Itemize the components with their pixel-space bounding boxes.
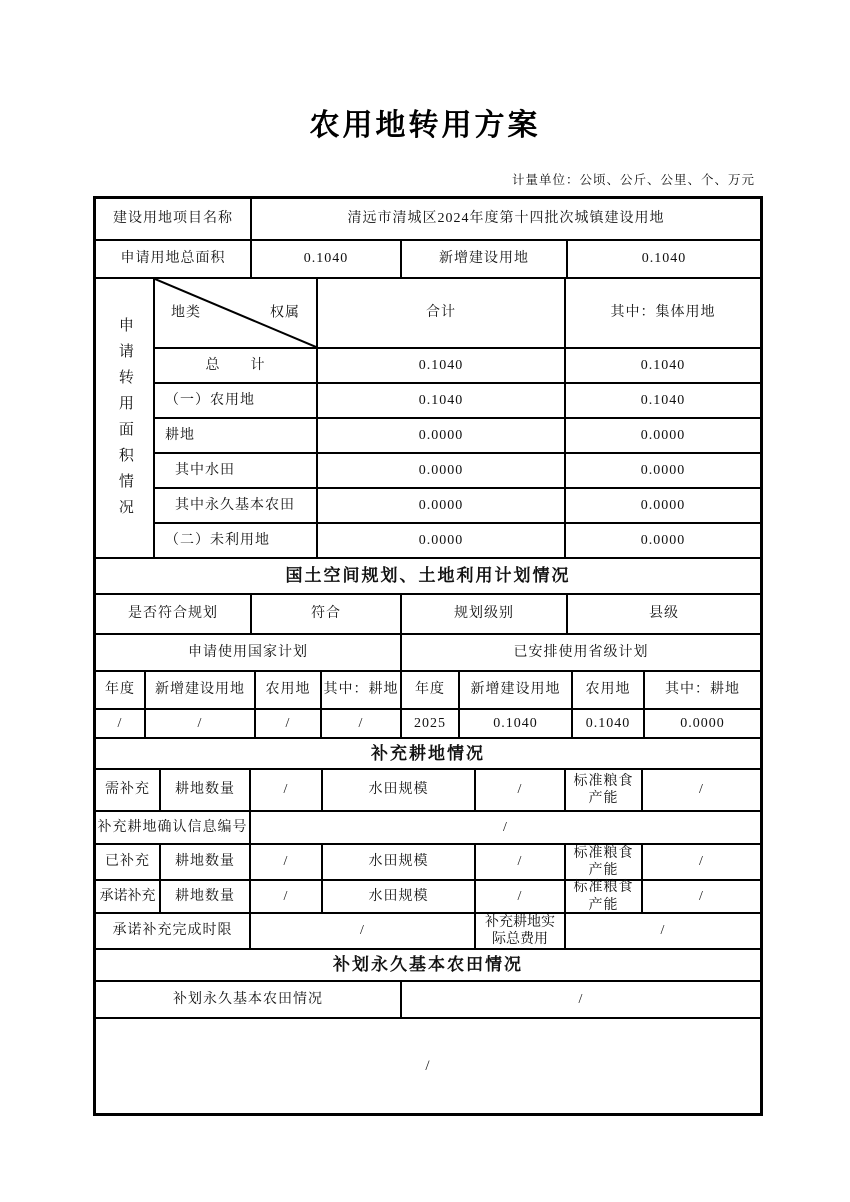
confirm-number-label: 补充耕地确认信息编号	[96, 812, 249, 843]
row-label-permanent-farmland: 其中永久基本农田	[155, 489, 316, 522]
row-label-paddy: 其中水田	[155, 454, 316, 487]
quantity-label: 耕地数量	[161, 881, 249, 912]
national-col-farmland: 农用地	[256, 672, 320, 708]
national-plan-header: 申请使用国家计划	[96, 635, 400, 670]
paddy-scale-label: 水田规模	[323, 770, 474, 810]
table-row	[155, 524, 760, 557]
supplement-needed-row	[96, 770, 760, 810]
paddy-scale-value: /	[476, 845, 564, 879]
supplement-done-row	[96, 845, 760, 879]
paddy-scale-label: 水田规模	[323, 845, 474, 879]
deadline-value: /	[251, 914, 474, 948]
row-value-collective: 0.0000	[566, 419, 760, 452]
conversion-header-row	[155, 279, 760, 347]
quantity-value: /	[251, 845, 321, 879]
plan-level-value: 县级	[568, 595, 760, 633]
basic-farmland-section-header-row	[96, 950, 760, 980]
conversion-section	[96, 279, 760, 557]
provincial-col-cultivated: 其中：耕地	[645, 672, 760, 708]
row-value-collective: 0.1040	[566, 384, 760, 417]
national-col-year: 年度	[96, 672, 144, 708]
row-value-collective: 0.1040	[566, 349, 760, 382]
supplement-section-title: 补充耕地情况	[96, 739, 760, 768]
supplement-section-header-row	[96, 739, 760, 768]
total-area-row	[96, 241, 760, 277]
national-col-new-construction: 新增建设用地	[146, 672, 254, 708]
row-value-collective: 0.0000	[566, 454, 760, 487]
paddy-scale-value: /	[476, 881, 564, 912]
conversion-side-label: 申请转用面积情况	[116, 317, 133, 525]
supplement-category: 已补充	[96, 845, 159, 879]
provincial-value-farmland: 0.1040	[573, 710, 643, 737]
total-area-label: 申请用地总面积	[96, 241, 250, 277]
table-row	[155, 384, 760, 417]
row-label-unused: （二）未利用地	[155, 524, 316, 557]
quantity-value: /	[251, 770, 321, 810]
deadline-cost-row	[96, 914, 760, 948]
quantity-label: 耕地数量	[161, 770, 249, 810]
project-name-value: 清远市清城区2024年度第十四批次城镇建设用地	[252, 199, 760, 239]
table-row	[155, 489, 760, 522]
conversion-side-cell	[96, 279, 153, 557]
table-row	[155, 419, 760, 452]
col-header-total: 合计	[318, 279, 564, 347]
new-construction-label: 新增建设用地	[402, 241, 566, 277]
national-value-farmland: /	[256, 710, 320, 737]
provincial-col-farmland: 农用地	[573, 672, 643, 708]
row-label-grand-total: 总 计	[155, 349, 316, 382]
row-value-collective: 0.0000	[566, 489, 760, 522]
row-value-total: 0.1040	[318, 384, 564, 417]
row-label-cultivated: 耕地	[155, 419, 316, 452]
quantity-label: 耕地数量	[161, 845, 249, 879]
quantity-value: /	[251, 881, 321, 912]
row-value-total: 0.0000	[318, 489, 564, 522]
grain-capacity-label: 标准粮食产能	[566, 881, 641, 912]
paddy-scale-value: /	[476, 770, 564, 810]
row-value-total: 0.0000	[318, 524, 564, 557]
provincial-col-new-construction: 新增建设用地	[460, 672, 571, 708]
grain-capacity-label: 标准粮食产能	[566, 845, 641, 879]
provincial-value-new-construction: 0.1040	[460, 710, 571, 737]
provincial-value-cultivated: 0.0000	[645, 710, 760, 737]
compliance-row	[96, 595, 760, 633]
basic-farmland-row	[96, 982, 760, 1017]
note-row	[96, 1019, 760, 1113]
grain-capacity-value: /	[643, 770, 760, 810]
unit-note: 计量单位：公顷、公斤、公里、个、万元	[511, 173, 755, 187]
provincial-plan-header: 已安排使用省级计划	[402, 635, 760, 670]
conversion-grid	[155, 279, 760, 557]
table-row	[155, 349, 760, 382]
plan-columns-row	[96, 672, 760, 708]
supplement-category: 需补充	[96, 770, 159, 810]
provincial-col-year: 年度	[402, 672, 458, 708]
diagonal-header-cell	[155, 279, 316, 347]
document-sheet	[93, 100, 757, 1116]
grain-capacity-value: /	[643, 845, 760, 879]
compliance-label: 是否符合规划	[96, 595, 250, 633]
row-value-total: 0.0000	[318, 419, 564, 452]
plan-level-label: 规划级别	[402, 595, 566, 633]
supplement-category: 承诺补充	[96, 881, 159, 912]
form-table	[93, 196, 763, 1116]
grain-capacity-value: /	[643, 881, 760, 912]
diagonal-left-label: 地类	[171, 305, 201, 321]
planning-section-header-row	[96, 559, 760, 593]
table-row	[155, 454, 760, 487]
deadline-label: 承诺补充完成时限	[96, 914, 249, 948]
plan-values-row	[96, 710, 760, 737]
actual-cost-label: 补充耕地实际总费用	[476, 914, 564, 948]
total-area-value: 0.1040	[252, 241, 400, 277]
national-value-cultivated: /	[322, 710, 400, 737]
grain-capacity-label: 标准粮食产能	[566, 770, 641, 810]
page-title: 农用地转用方案	[309, 109, 541, 142]
provincial-value-year: 2025	[402, 710, 458, 737]
paddy-scale-label: 水田规模	[323, 881, 474, 912]
project-name-label: 建设用地项目名称	[96, 199, 250, 239]
basic-farmland-section-title: 补划永久基本农田情况	[96, 950, 760, 980]
note-value: /	[96, 1019, 760, 1113]
diagonal-right-label: 权属	[270, 305, 300, 321]
row-value-collective: 0.0000	[566, 524, 760, 557]
national-value-year: /	[96, 710, 144, 737]
national-col-cultivated: 其中：耕地	[322, 672, 400, 708]
basic-farmland-label: 补划永久基本农田情况	[96, 982, 400, 1017]
row-value-total: 0.1040	[318, 349, 564, 382]
new-construction-value: 0.1040	[568, 241, 760, 277]
basic-farmland-value: /	[402, 982, 760, 1017]
supplement-promised-row	[96, 881, 760, 912]
planning-section-title: 国土空间规划、土地利用计划情况	[96, 559, 760, 593]
plan-headers-row	[96, 635, 760, 670]
confirm-number-row	[96, 812, 760, 843]
national-value-new-construction: /	[146, 710, 254, 737]
actual-cost-value: /	[566, 914, 760, 948]
confirm-number-value: /	[251, 812, 760, 843]
compliance-value: 符合	[252, 595, 400, 633]
row-label-farmland: （一）农用地	[155, 384, 316, 417]
project-name-row	[96, 199, 760, 239]
col-header-collective: 其中：集体用地	[566, 279, 760, 347]
row-value-total: 0.0000	[318, 454, 564, 487]
